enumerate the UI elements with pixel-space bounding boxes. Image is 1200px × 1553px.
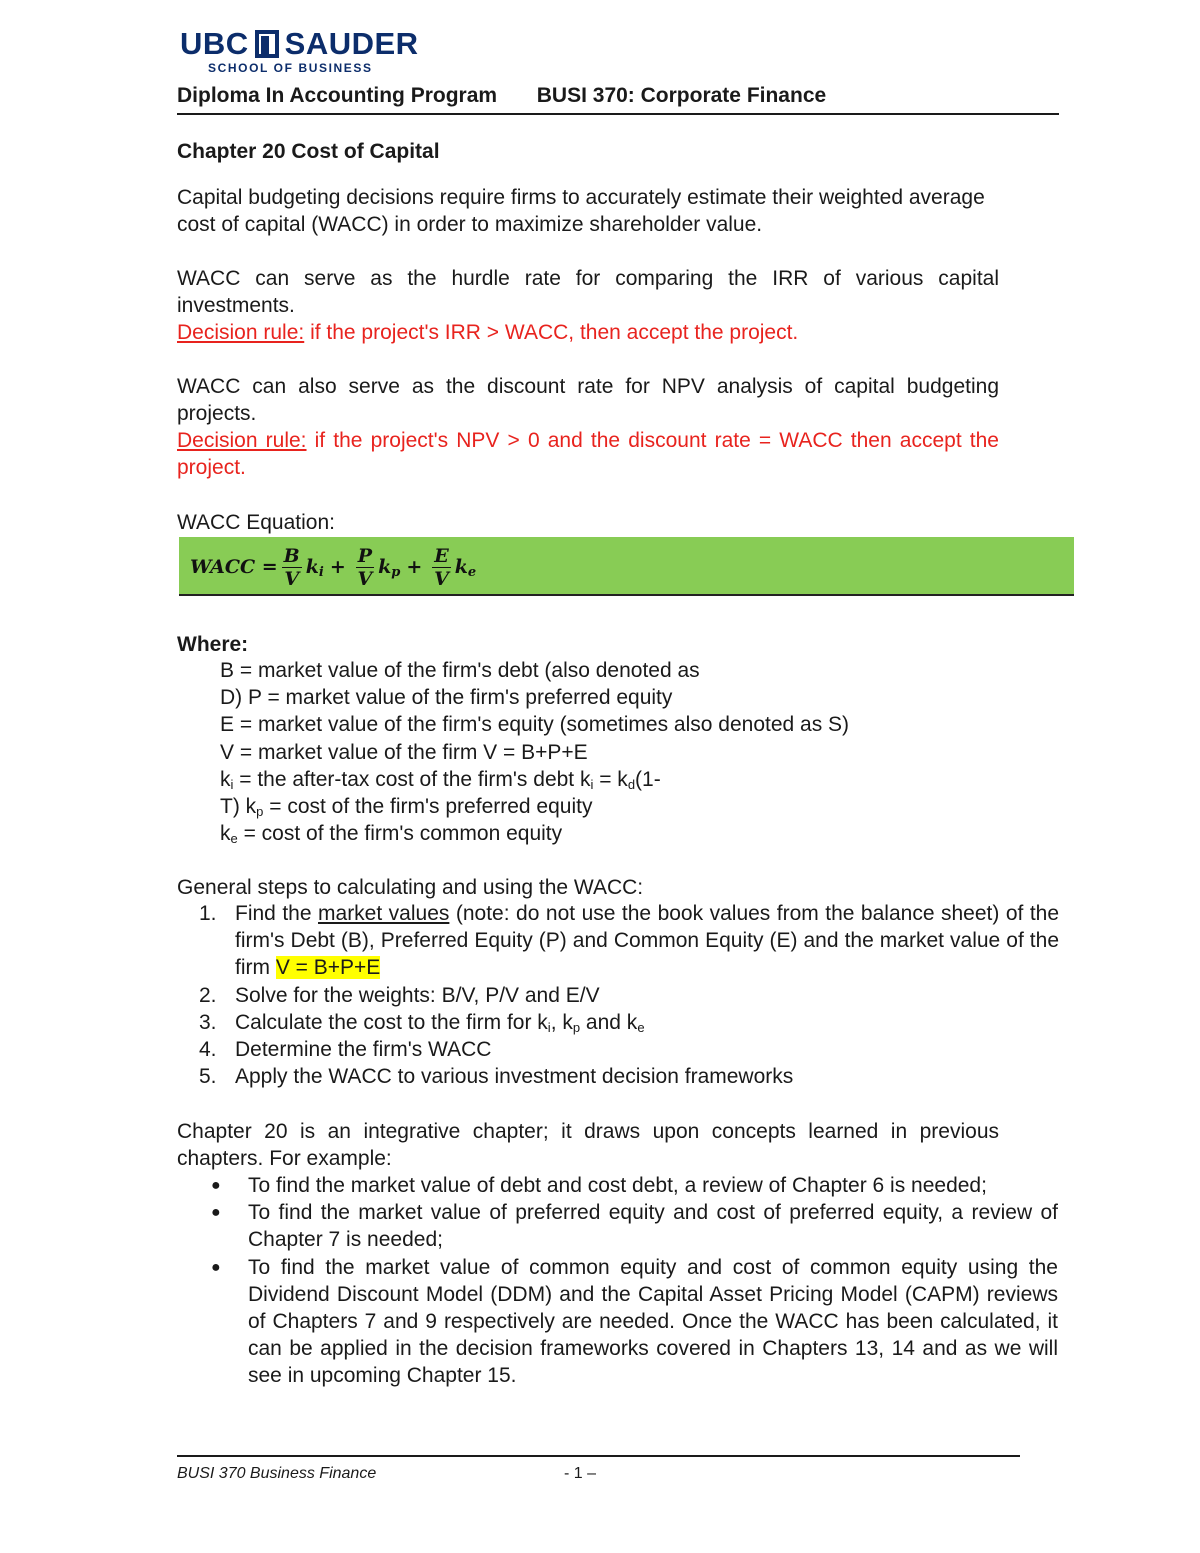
plus-sign: + xyxy=(329,556,346,578)
decision-rule-text: if the project's IRR > WACC, then accept the project. xyxy=(304,321,799,344)
list-item xyxy=(210,1199,1058,1253)
item-text: To find the market value of debt and cost debt, a review of Chapter 6 is needed; xyxy=(248,1174,987,1197)
where-definitions xyxy=(220,657,849,847)
integrative-paragraph: Chapter 20 is an integrative chapter; it draws upon concepts learned in previous chapters. For example: xyxy=(177,1120,999,1170)
page-number: - 1 – xyxy=(564,1465,597,1482)
item-number: 2. xyxy=(199,983,217,1007)
item-number: 1. xyxy=(199,902,217,925)
ubc-sauder-logo xyxy=(180,28,419,75)
numerator: B xyxy=(283,544,300,567)
document-header xyxy=(177,84,826,108)
definition-line: V = market value of the firm V = B+P+E xyxy=(220,740,588,764)
item-text: Find the market values (note: do not use the book values from the balance sheet) of the firm's Debt (B), Preferred Equity (P) and Common Equity (E) and the market value of the firm V = B+P+E xyxy=(235,902,1060,980)
list-item xyxy=(199,982,1059,1009)
decision-rule-text: if the project's NPV > 0 and the discount rate = WACC then accept the project. xyxy=(177,429,999,479)
npv-paragraph xyxy=(177,373,999,481)
decision-rule-label: Decision rule: xyxy=(177,429,307,452)
term-k: $k_e$ xyxy=(454,556,477,580)
denominator: V xyxy=(434,567,449,590)
bullet-list xyxy=(210,1172,1058,1390)
where-heading: Where: xyxy=(177,633,249,656)
item-text: Apply the WACC to various investment decision frameworks xyxy=(235,1065,794,1089)
list-item xyxy=(210,1172,1058,1199)
footer-divider xyxy=(177,1455,1020,1457)
header-course: BUSI 370: Corporate Finance xyxy=(536,84,827,107)
fraction-b-v xyxy=(282,545,302,590)
definition-line: T) $k_p = \cos t$ of the firm's preferred equity xyxy=(220,795,593,820)
wacc-equation xyxy=(190,540,476,594)
item-number: 5. xyxy=(199,1065,217,1089)
header-divider xyxy=(177,113,1059,115)
equation-lhs: WACC = xyxy=(190,556,278,578)
numerator: P xyxy=(357,544,373,567)
list-item xyxy=(199,1036,1059,1063)
item-text: To find the market value of preferred equity and cost of preferred equity, a review of Chapter 7 is needed; xyxy=(248,1201,1058,1252)
bullet-icon: ● xyxy=(211,1177,221,1194)
term-k: $k_i$ xyxy=(305,556,324,580)
npv-text: WACC can also serve as the discount rate for NPV analysis of capital budgeting projects. xyxy=(177,375,999,425)
denominator: V xyxy=(284,567,300,590)
definition-line: $k_e = \cos t$ of the firm's common equity xyxy=(220,822,563,847)
bullet-icon: ● xyxy=(211,1204,221,1222)
numerator: E xyxy=(434,544,449,567)
item-text: Calculate the cost to the firm for $k_i$, $k_p$ and $k_e$ xyxy=(235,1010,645,1035)
term-k: $k_p$ xyxy=(378,556,401,580)
fraction-e-v xyxy=(432,545,450,590)
item-text: Determine the firm's WACC xyxy=(235,1038,492,1062)
bullet-icon: ● xyxy=(211,1258,221,1276)
plus-sign: + xyxy=(406,556,423,578)
definition-line: D) P = market value of the firm's preferred equity xyxy=(220,686,673,710)
logo-ubc: UBC xyxy=(180,26,249,61)
steps-list xyxy=(199,900,1059,1090)
definition-line: B = market value of the firm's debt (also denoted as xyxy=(220,659,700,682)
item-number: 4. xyxy=(199,1038,217,1062)
chapter-title: Chapter 20 Cost of Capital xyxy=(177,140,440,163)
item-number: 3. xyxy=(199,1010,217,1034)
definition-line: $k_i$ = the after-tax cost of the firm's debt $k_i = k_d(1-$ xyxy=(220,767,661,792)
hurdle-paragraph xyxy=(177,265,999,346)
header-program: Diploma In Accounting Program xyxy=(177,84,498,107)
list-item xyxy=(210,1254,1058,1390)
logo-wordmark xyxy=(180,28,419,60)
list-item xyxy=(199,900,1059,982)
fraction-p-v xyxy=(356,545,374,590)
logo-subtitle: SCHOOL OF BUSINESS xyxy=(208,61,373,75)
list-item xyxy=(199,1009,1059,1036)
list-item xyxy=(199,1063,1059,1090)
highlighted-formula: V = B+P+E xyxy=(275,956,381,980)
definition-line: E = market value of the firm's equity (sometimes also denoted as S) xyxy=(220,713,850,737)
item-text: To find the market value of common equity and cost of common equity using the Dividend Discount Model (DDM) and the Capital Asset Pricing Model (CAPM) reviews of Chapters 7 and 9 respectively are needed. Once the WACC has been calculated, it can be applied in the decision frameworks covered in Chapters 13, 14 and as we will see in upcoming Chapter 15. xyxy=(248,1255,1058,1388)
footer-course: BUSI 370 Business Finance xyxy=(177,1465,377,1482)
steps-heading: General steps to calculating and using the WACC: xyxy=(177,876,644,899)
hurdle-text: WACC can serve as the hurdle rate for comparing the IRR of various capital investments. xyxy=(177,267,999,317)
logo-sauder: SAUDER xyxy=(284,26,419,61)
denominator: V xyxy=(357,567,373,590)
logo-door-icon xyxy=(255,30,279,58)
item-text: Solve for the weights: B/V, P/V and E/V xyxy=(235,983,600,1007)
intro-paragraph: Capital budgeting decisions require firms to accurately estimate their weighted average cost of capital (WACC) in order to maximize shareholder value. xyxy=(177,186,985,236)
equation-label: WACC Equation: xyxy=(177,511,335,534)
decision-rule-label: Decision rule: xyxy=(177,321,305,344)
